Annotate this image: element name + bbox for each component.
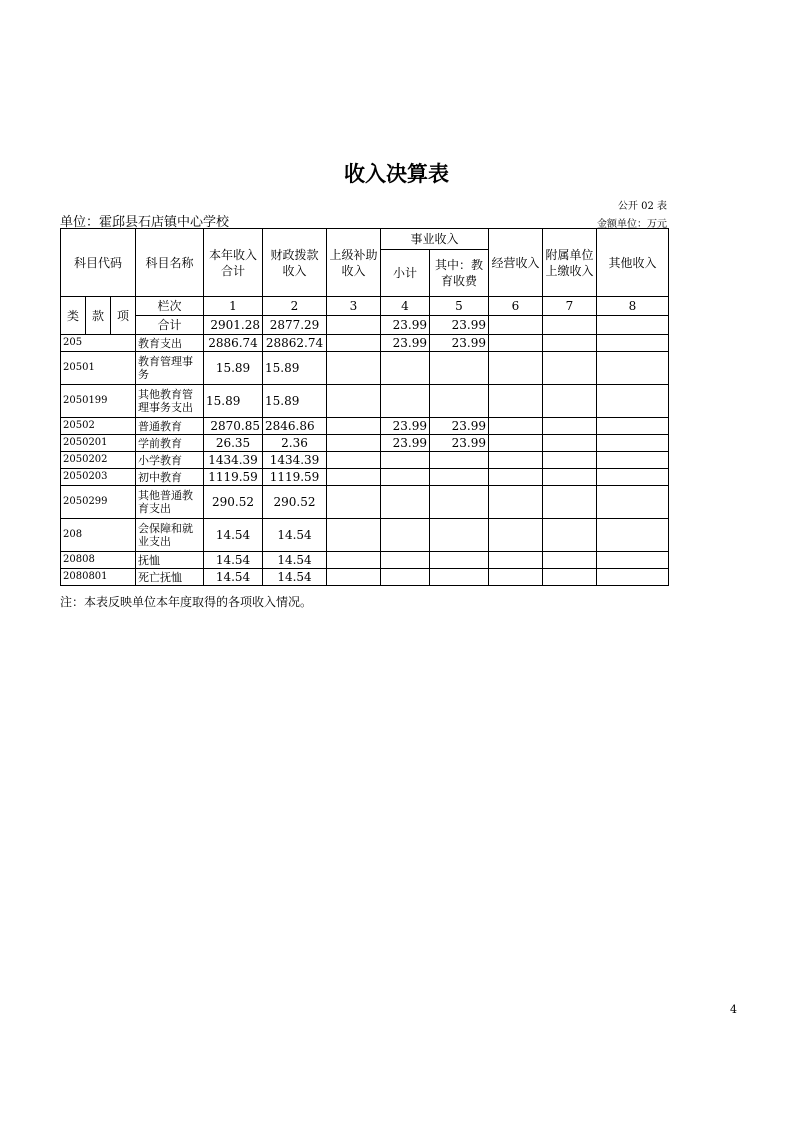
row-name: 教育支出	[136, 335, 204, 352]
row-subtotal: 23.99	[381, 335, 430, 352]
row-operating	[489, 569, 543, 586]
table-row	[61, 569, 669, 586]
table-row	[61, 452, 669, 469]
row-total-income: 15.89	[204, 352, 263, 385]
row-operating	[489, 452, 543, 469]
total-superior-cell	[327, 316, 381, 335]
row-code: 20502	[61, 418, 136, 435]
table-row	[61, 335, 669, 352]
row-total-income: 2886.74	[204, 335, 263, 352]
row-affiliated	[543, 452, 597, 469]
row-name: 教育管理事务	[136, 352, 204, 385]
row-fiscal: 2846.86	[263, 418, 327, 435]
header-operating-income: 经营收入	[489, 229, 543, 297]
row-affiliated	[543, 385, 597, 418]
total-operating-cell	[489, 316, 543, 335]
header-subtotal: 小计	[381, 250, 430, 297]
row-affiliated	[543, 486, 597, 519]
table-row	[61, 552, 669, 569]
header-column-number: 栏次	[136, 297, 204, 316]
row-edu-fee: 23.99	[430, 335, 489, 352]
row-edu-fee	[430, 569, 489, 586]
row-name: 会保障和就业支出	[136, 519, 204, 552]
row-total-income: 290.52	[204, 486, 263, 519]
row-operating	[489, 435, 543, 452]
page-number: 4	[730, 1003, 737, 1016]
currency-unit-label: 金额单位：万元	[597, 219, 667, 230]
table-row	[61, 385, 669, 418]
row-total-income: 14.54	[204, 519, 263, 552]
row-operating	[489, 486, 543, 519]
row-code: 20501	[61, 352, 136, 385]
column-number-5: 5	[430, 297, 489, 316]
row-other	[597, 569, 669, 586]
row-superior	[327, 552, 381, 569]
row-superior	[327, 352, 381, 385]
row-superior	[327, 385, 381, 418]
row-name: 小学教育	[136, 452, 204, 469]
row-subtotal	[381, 469, 430, 486]
row-fiscal: 14.54	[263, 569, 327, 586]
row-subtotal	[381, 569, 430, 586]
row-other	[597, 335, 669, 352]
form-number: 公开 02 表	[617, 201, 667, 212]
row-operating	[489, 335, 543, 352]
row-code: 2050202	[61, 452, 136, 469]
header-kuan: 款	[86, 297, 111, 335]
total-income-cell: 2901.28	[204, 316, 263, 335]
column-number-1: 1	[204, 297, 263, 316]
row-name: 普通教育	[136, 418, 204, 435]
row-total-income: 26.35	[204, 435, 263, 452]
row-edu-fee	[430, 469, 489, 486]
row-affiliated	[543, 335, 597, 352]
row-other	[597, 452, 669, 469]
row-subtotal	[381, 452, 430, 469]
row-code: 208	[61, 519, 136, 552]
row-superior	[327, 335, 381, 352]
row-total-income: 1119.59	[204, 469, 263, 486]
row-fiscal: 14.54	[263, 552, 327, 569]
column-number-8: 8	[597, 297, 669, 316]
row-subtotal	[381, 352, 430, 385]
row-subtotal	[381, 385, 430, 418]
row-fiscal: 15.89	[263, 352, 327, 385]
total-label: 合计	[136, 316, 204, 335]
row-operating	[489, 552, 543, 569]
row-superior	[327, 418, 381, 435]
row-total-income: 14.54	[204, 552, 263, 569]
row-total-income: 14.54	[204, 569, 263, 586]
row-edu-fee: 23.99	[430, 418, 489, 435]
row-fiscal: 14.54	[263, 519, 327, 552]
row-edu-fee	[430, 352, 489, 385]
row-other	[597, 385, 669, 418]
row-fiscal: 2.36	[263, 435, 327, 452]
row-edu-fee	[430, 519, 489, 552]
total-subtotal-cell: 23.99	[381, 316, 430, 335]
row-subtotal: 23.99	[381, 418, 430, 435]
row-code: 2050201	[61, 435, 136, 452]
header-total-income: 本年收入合计	[204, 229, 263, 297]
header-superior-subsidy: 上级补助收入	[327, 229, 381, 297]
header-education-fee: 其中：教育收费	[430, 250, 489, 297]
row-name: 学前教育	[136, 435, 204, 452]
row-fiscal: 1434.39	[263, 452, 327, 469]
header-lei: 类	[61, 297, 86, 335]
table-row	[61, 418, 669, 435]
row-other	[597, 469, 669, 486]
row-other	[597, 519, 669, 552]
report-title: 收入决算表	[344, 162, 449, 186]
row-other	[597, 418, 669, 435]
row-code: 20808	[61, 552, 136, 569]
row-superior	[327, 435, 381, 452]
row-superior	[327, 519, 381, 552]
row-edu-fee	[430, 486, 489, 519]
row-affiliated	[543, 352, 597, 385]
row-code: 2050299	[61, 486, 136, 519]
row-superior	[327, 469, 381, 486]
table-note: 注：本表反映单位本年度取得的各项收入情况。	[60, 595, 313, 609]
column-number-3: 3	[327, 297, 381, 316]
row-total-income: 2870.85	[204, 418, 263, 435]
row-other	[597, 435, 669, 452]
table-row	[61, 486, 669, 519]
header-affiliated-income: 附属单位上缴收入	[543, 229, 597, 297]
table-row	[61, 519, 669, 552]
table-row	[61, 352, 669, 385]
header-subject-code: 科目代码	[61, 229, 136, 297]
row-name: 其他教育管理事务支出	[136, 385, 204, 418]
row-affiliated	[543, 435, 597, 452]
total-edu-fee-cell: 23.99	[430, 316, 489, 335]
row-edu-fee	[430, 452, 489, 469]
row-subtotal	[381, 519, 430, 552]
row-other	[597, 552, 669, 569]
income-statement-table	[60, 228, 669, 586]
header-business-income: 事业收入	[381, 229, 489, 250]
row-total-income: 15.89	[204, 385, 263, 418]
total-fiscal-cell: 2877.29	[263, 316, 327, 335]
row-superior	[327, 452, 381, 469]
row-affiliated	[543, 552, 597, 569]
row-affiliated	[543, 469, 597, 486]
row-edu-fee: 23.99	[430, 435, 489, 452]
row-fiscal: 1119.59	[263, 469, 327, 486]
row-fiscal: 290.52	[263, 486, 327, 519]
row-operating	[489, 385, 543, 418]
table-row	[61, 435, 669, 452]
row-subtotal: 23.99	[381, 435, 430, 452]
total-row	[61, 316, 669, 335]
row-affiliated	[543, 519, 597, 552]
total-other-cell	[597, 316, 669, 335]
header-subject-name: 科目名称	[136, 229, 204, 297]
column-number-6: 6	[489, 297, 543, 316]
unit-label: 单位：霍邱县石店镇中心学校	[60, 215, 230, 230]
row-fiscal: 28862.74	[263, 335, 327, 352]
header-xiang: 项	[111, 297, 136, 335]
row-code: 205	[61, 335, 136, 352]
row-superior	[327, 486, 381, 519]
row-affiliated	[543, 418, 597, 435]
row-subtotal	[381, 486, 430, 519]
row-fiscal: 15.89	[263, 385, 327, 418]
row-other	[597, 486, 669, 519]
row-edu-fee	[430, 552, 489, 569]
row-name: 初中教育	[136, 469, 204, 486]
row-other	[597, 352, 669, 385]
column-number-7: 7	[543, 297, 597, 316]
row-operating	[489, 352, 543, 385]
table-row	[61, 469, 669, 486]
row-subtotal	[381, 552, 430, 569]
row-edu-fee	[430, 385, 489, 418]
row-operating	[489, 519, 543, 552]
column-number-2: 2	[263, 297, 327, 316]
row-operating	[489, 469, 543, 486]
column-number-4: 4	[381, 297, 430, 316]
total-affiliated-cell	[543, 316, 597, 335]
row-code: 2050199	[61, 385, 136, 418]
row-superior	[327, 569, 381, 586]
row-name: 死亡抚恤	[136, 569, 204, 586]
header-fiscal-income: 财政拨款收入	[263, 229, 327, 297]
row-name: 其他普通教育支出	[136, 486, 204, 519]
row-code: 2080801	[61, 569, 136, 586]
row-code: 2050203	[61, 469, 136, 486]
row-total-income: 1434.39	[204, 452, 263, 469]
row-operating	[489, 418, 543, 435]
row-affiliated	[543, 569, 597, 586]
row-name: 抚恤	[136, 552, 204, 569]
header-other-income: 其他收入	[597, 229, 669, 297]
